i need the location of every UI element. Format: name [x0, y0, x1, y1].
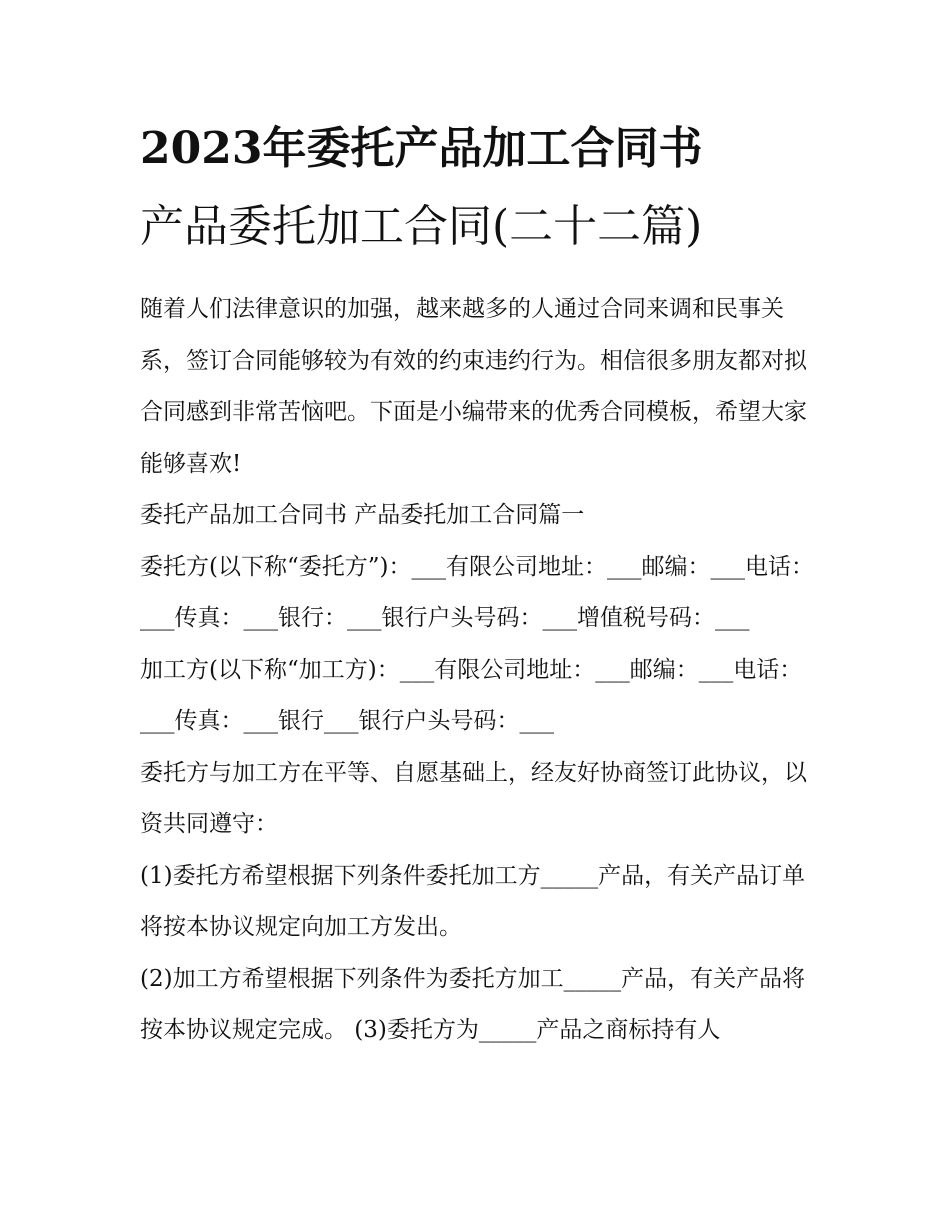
document-page: [140, 110, 820, 1057]
paragraph-clause-2-3: (2)加工方希望根据下列条件为委托方加工_____产品，有关产品将按本协议规定完成。 (3)委托方为_____产品之商标持有人: [140, 965, 806, 1043]
spacer: [140, 266, 820, 284]
document-body: [140, 284, 820, 1057]
title-main: 年委托产品加工合同书: [262, 123, 703, 174]
paragraph-section-heading: 委托产品加工合同书 产品委托加工合同篇一: [140, 502, 585, 528]
document-title-line-1: [140, 110, 820, 188]
document-title-line-2: 产品委托加工合同(二十二篇): [140, 201, 703, 252]
paragraph-processor-info: 加工方(以下称“加工方)：___有限公司地址：___邮编：___电话：___传真：___银行___银行户头号码：___: [140, 656, 803, 734]
paragraph-intro: 随着人们法律意识的加强，越来越多的人通过合同来调和民事关系，签订合同能够较为有效的约束违约行为。相信很多朋友都对拟合同感到非常苦恼吧。下面是小编带来的优秀合同模板，希望大家能够喜欢!: [140, 296, 807, 477]
paragraph-client-info: 委托方(以下称“委托方”)：___有限公司地址：___邮编：___电话：___传真：___银行：___银行户头号码：___增值税号码：___: [140, 553, 814, 631]
paragraph-clause-1: (1)委托方希望根据下列条件委托加工方_____产品，有关产品订单将按本协议规定向加工方发出。: [140, 862, 806, 940]
paragraph-agreement-basis: 委托方与加工方在平等、自愿基础上，经友好协商签订此协议，以资共同遵守：: [140, 759, 807, 837]
title-year: 2023: [140, 123, 263, 174]
